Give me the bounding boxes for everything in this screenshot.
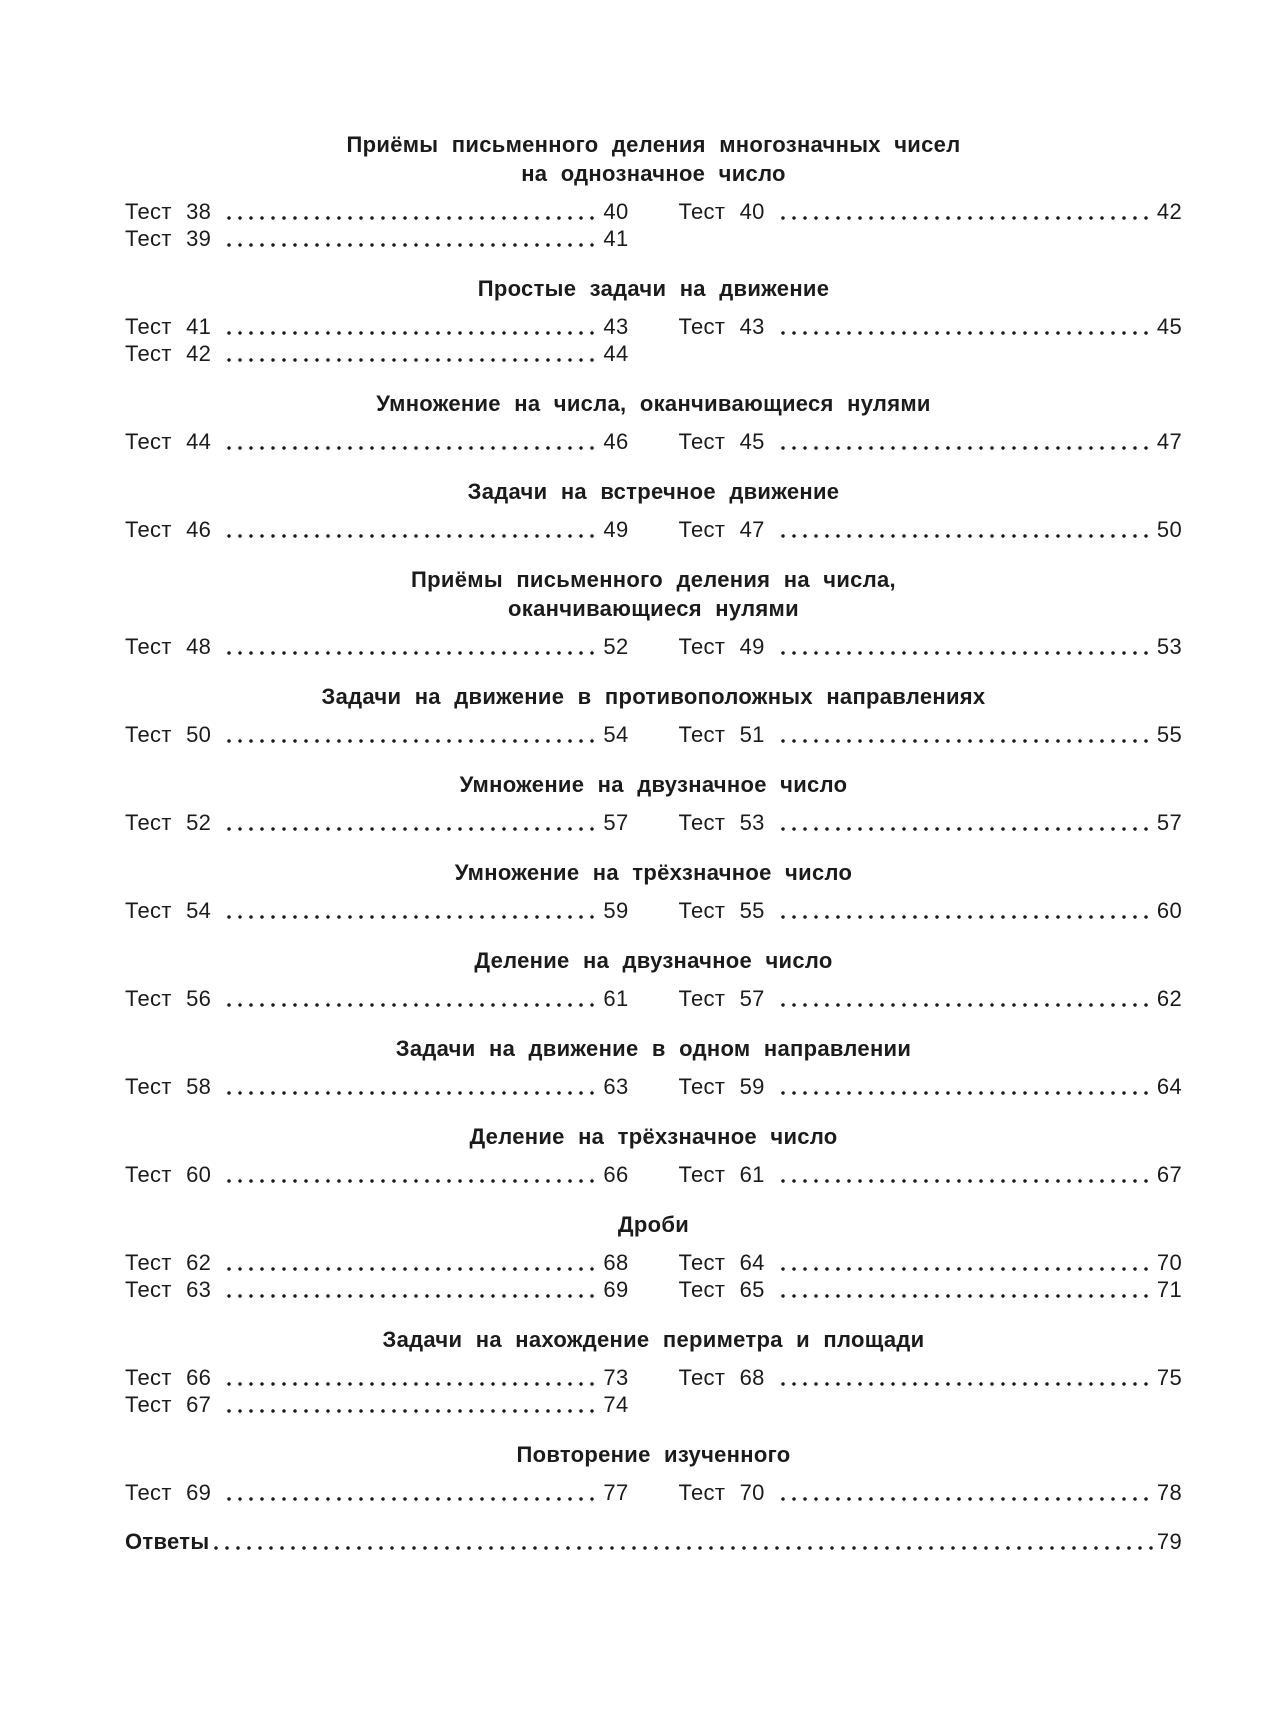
toc-column-right <box>679 1161 1183 1188</box>
toc-entry-label: Тест 50 <box>125 722 212 747</box>
toc-entry <box>679 1364 1183 1391</box>
dot-leader <box>781 633 1155 660</box>
dot-leader <box>227 428 601 455</box>
section-heading <box>125 565 1182 623</box>
dot-leader <box>227 1161 601 1188</box>
toc-entry <box>679 985 1183 1012</box>
toc-entry-page-number: 52 <box>603 634 629 659</box>
section-heading <box>125 770 1182 799</box>
toc-page <box>125 0 1182 1555</box>
toc-column-right <box>679 897 1183 924</box>
toc-column-left <box>125 516 629 543</box>
section-heading <box>125 1325 1182 1354</box>
toc-entry-page-number: 75 <box>1156 1365 1182 1390</box>
toc-column-right <box>679 313 1183 367</box>
section-columns <box>125 1479 1182 1506</box>
toc-entry-page-number: 54 <box>603 722 629 747</box>
toc-entry <box>679 516 1183 543</box>
toc-entry <box>125 428 629 455</box>
toc-entry-page-number: 71 <box>1156 1277 1182 1302</box>
dot-leader <box>227 1364 601 1391</box>
toc-entry-label: Тест 64 <box>678 1250 765 1275</box>
toc-entry-page-number: 64 <box>1156 1074 1182 1099</box>
toc-entry-label: Тест 49 <box>678 634 765 659</box>
toc-entry-label: Тест 69 <box>125 1480 212 1505</box>
toc-entry-label: Тест 47 <box>678 517 765 542</box>
section-heading-line: Приёмы письменного деления на числа, <box>411 567 896 592</box>
section-heading <box>125 477 1182 506</box>
toc-entry-page-number: 45 <box>1156 314 1182 339</box>
dot-leader <box>781 516 1155 543</box>
toc-entry-page-number: 61 <box>603 986 629 1011</box>
toc-column-right <box>679 1249 1183 1303</box>
toc-column-left <box>125 1479 629 1506</box>
toc-entry-page-number: 67 <box>1156 1162 1182 1187</box>
toc-entry-label: Тест 41 <box>125 314 212 339</box>
toc-entry-page-number: 44 <box>603 341 629 366</box>
toc-entry-label: Тест 52 <box>125 810 212 835</box>
toc-entry <box>125 633 629 660</box>
toc-entry <box>679 313 1183 340</box>
toc-entry-label: Тест 62 <box>125 1250 212 1275</box>
dot-leader <box>781 428 1155 455</box>
toc-entry-label: Тест 54 <box>125 898 212 923</box>
dot-leader <box>227 809 601 836</box>
section-heading-line: Задачи на движение в противоположных направлениях <box>321 684 986 709</box>
toc-entry <box>679 633 1183 660</box>
toc-entry-page-number: 50 <box>1156 517 1182 542</box>
section-columns <box>125 313 1182 367</box>
toc-entry-label: Тест 56 <box>125 986 212 1011</box>
toc-column-left <box>125 633 629 660</box>
toc-column-left <box>125 1364 629 1418</box>
toc-entry-page-number: 70 <box>1156 1250 1182 1275</box>
toc-section <box>125 389 1182 455</box>
section-heading-line: Задачи на нахождение периметра и площади <box>382 1327 925 1352</box>
toc-entry-page-number: 57 <box>1156 810 1182 835</box>
toc-entry-page-number: 77 <box>603 1480 629 1505</box>
dot-leader <box>227 340 601 367</box>
toc-column-left <box>125 428 629 455</box>
dot-leader <box>227 313 601 340</box>
toc-column-right <box>679 198 1183 252</box>
toc-column-right <box>679 516 1183 543</box>
section-heading-line: Умножение на трёхзначное число <box>454 860 853 885</box>
toc-column-right <box>679 1073 1183 1100</box>
toc-entry-page-number: 66 <box>603 1162 629 1187</box>
dot-leader <box>781 198 1155 225</box>
toc-entry <box>679 428 1183 455</box>
toc-entry-page-number: 63 <box>603 1074 629 1099</box>
toc-section <box>125 1122 1182 1188</box>
toc-entry-label: Тест 59 <box>678 1074 765 1099</box>
toc-column-left <box>125 897 629 924</box>
toc-entry-page-number: 46 <box>603 429 629 454</box>
answers-entry <box>125 1528 1182 1555</box>
dot-leader <box>227 1073 601 1100</box>
toc-entry-page-number: 68 <box>603 1250 629 1275</box>
dot-leader <box>227 1391 601 1418</box>
section-columns <box>125 198 1182 252</box>
toc-entry <box>125 1479 629 1506</box>
toc-entry <box>679 1479 1183 1506</box>
toc-entry-label: Тест 48 <box>125 634 212 659</box>
toc-section <box>125 1325 1182 1418</box>
answers-page-number: 79 <box>1156 1529 1182 1554</box>
toc-entry <box>679 198 1183 225</box>
section-columns <box>125 721 1182 748</box>
toc-entry <box>679 1161 1183 1188</box>
toc-entry <box>679 721 1183 748</box>
toc-entry <box>125 1276 629 1303</box>
toc-column-left <box>125 985 629 1012</box>
toc-column-right <box>679 428 1183 455</box>
toc-entry-label: Тест 44 <box>125 429 212 454</box>
toc-entry <box>125 1391 629 1418</box>
toc-entry-page-number: 41 <box>603 226 629 251</box>
toc-column-right <box>679 1364 1183 1418</box>
dot-leader <box>781 721 1155 748</box>
dot-leader <box>781 313 1155 340</box>
toc-column-left <box>125 198 629 252</box>
dot-leader <box>781 1364 1155 1391</box>
section-heading-line: Приёмы письменного деления многозначных чисел <box>346 132 961 157</box>
toc-entry-label: Тест 46 <box>125 517 212 542</box>
toc-section <box>125 770 1182 836</box>
toc-column-right <box>679 721 1183 748</box>
answers-label: Ответы <box>125 1529 210 1554</box>
toc-column-left <box>125 1249 629 1303</box>
toc-column-right <box>679 985 1183 1012</box>
toc-section <box>125 1440 1182 1506</box>
dot-leader <box>781 1073 1155 1100</box>
section-columns <box>125 1073 1182 1100</box>
section-columns <box>125 1161 1182 1188</box>
section-columns <box>125 897 1182 924</box>
toc-entry-page-number: 69 <box>603 1277 629 1302</box>
toc-entry <box>125 340 629 367</box>
section-columns <box>125 1249 1182 1303</box>
toc-entry-page-number: 60 <box>1156 898 1182 923</box>
dot-leader <box>227 225 601 252</box>
toc-column-right <box>679 809 1183 836</box>
toc-section <box>125 477 1182 543</box>
dot-leader <box>781 1276 1155 1303</box>
section-heading <box>125 389 1182 418</box>
section-heading-line: на однозначное число <box>521 161 786 186</box>
toc-entry-page-number: 53 <box>1156 634 1182 659</box>
toc-entry <box>679 1073 1183 1100</box>
toc-entry-label: Тест 60 <box>125 1162 212 1187</box>
section-heading <box>125 1034 1182 1063</box>
section-heading-line: Умножение на двузначное число <box>459 772 848 797</box>
toc-entry-label: Тест 38 <box>125 199 212 224</box>
section-columns <box>125 809 1182 836</box>
toc-entry <box>125 225 629 252</box>
toc-entry-page-number: 73 <box>603 1365 629 1390</box>
section-heading <box>125 1210 1182 1239</box>
toc-entry-page-number: 49 <box>603 517 629 542</box>
toc-entry <box>679 1249 1183 1276</box>
toc-entry <box>125 897 629 924</box>
section-heading <box>125 682 1182 711</box>
section-heading <box>125 1122 1182 1151</box>
section-heading-line: Деление на трёхзначное число <box>469 1124 838 1149</box>
section-columns <box>125 428 1182 455</box>
section-heading-line: оканчивающиеся нулями <box>508 596 799 621</box>
dot-leader <box>227 985 601 1012</box>
toc-entry-page-number: 74 <box>603 1392 629 1417</box>
dot-leader <box>781 1479 1155 1506</box>
dot-leader <box>214 1528 1154 1555</box>
section-heading-line: Задачи на встречное движение <box>467 479 840 504</box>
toc-section <box>125 274 1182 367</box>
toc-entry-page-number: 59 <box>603 898 629 923</box>
toc-entry-label: Тест 39 <box>125 226 212 251</box>
dot-leader <box>227 1479 601 1506</box>
section-heading-line: Задачи на движение в одном направлении <box>395 1036 912 1061</box>
toc-entry <box>125 313 629 340</box>
dot-leader <box>781 897 1155 924</box>
toc-entry-label: Тест 68 <box>678 1365 765 1390</box>
toc-section <box>125 858 1182 924</box>
toc-entry-page-number: 62 <box>1156 986 1182 1011</box>
toc-column-left <box>125 1073 629 1100</box>
section-heading <box>125 946 1182 975</box>
toc-entry-label: Тест 67 <box>125 1392 212 1417</box>
toc-entry <box>125 809 629 836</box>
toc-entry <box>125 516 629 543</box>
toc-entry <box>125 1161 629 1188</box>
section-heading <box>125 858 1182 887</box>
toc-column-left <box>125 721 629 748</box>
toc-entry <box>679 897 1183 924</box>
toc-entry-label: Тест 55 <box>678 898 765 923</box>
toc-column-left <box>125 1161 629 1188</box>
dot-leader <box>227 721 601 748</box>
section-heading <box>125 274 1182 303</box>
dot-leader <box>227 1276 601 1303</box>
toc-section <box>125 130 1182 252</box>
dot-leader <box>227 1249 601 1276</box>
section-heading <box>125 130 1182 188</box>
toc-section <box>125 1034 1182 1100</box>
toc-column-right <box>679 633 1183 660</box>
toc-column-left <box>125 809 629 836</box>
toc-entry-label: Тест 61 <box>678 1162 765 1187</box>
toc-entry <box>125 985 629 1012</box>
toc-entry-page-number: 43 <box>603 314 629 339</box>
dot-leader <box>781 985 1155 1012</box>
section-columns <box>125 516 1182 543</box>
section-heading-line: Простые задачи на движение <box>477 276 830 301</box>
toc-entry <box>679 1276 1183 1303</box>
toc-entry-label: Тест 51 <box>678 722 765 747</box>
section-heading <box>125 1440 1182 1469</box>
toc-entry-label: Тест 65 <box>678 1277 765 1302</box>
toc-sections <box>125 130 1182 1506</box>
dot-leader <box>227 516 601 543</box>
section-columns <box>125 1364 1182 1418</box>
toc-entry-page-number: 57 <box>603 810 629 835</box>
toc-section <box>125 946 1182 1012</box>
toc-entry <box>125 721 629 748</box>
toc-entry <box>125 1249 629 1276</box>
dot-leader <box>227 897 601 924</box>
toc-entry <box>125 198 629 225</box>
toc-entry-page-number: 40 <box>603 199 629 224</box>
dot-leader <box>781 809 1155 836</box>
section-heading-line: Умножение на числа, оканчивающиеся нулями <box>376 391 931 416</box>
section-columns <box>125 633 1182 660</box>
toc-entry-label: Тест 42 <box>125 341 212 366</box>
section-heading-line: Повторение изученного <box>516 1442 791 1467</box>
toc-entry-page-number: 47 <box>1156 429 1182 454</box>
toc-entry <box>125 1073 629 1100</box>
toc-entry-page-number: 42 <box>1156 199 1182 224</box>
toc-section <box>125 682 1182 748</box>
toc-entry-label: Тест 53 <box>678 810 765 835</box>
toc-entry-label: Тест 57 <box>678 986 765 1011</box>
toc-entry-page-number: 55 <box>1156 722 1182 747</box>
toc-entry <box>679 809 1183 836</box>
section-heading-line: Деление на двузначное число <box>474 948 833 973</box>
toc-entry-label: Тест 43 <box>678 314 765 339</box>
toc-column-right <box>679 1479 1183 1506</box>
section-columns <box>125 985 1182 1012</box>
section-heading-line: Дроби <box>617 1212 690 1237</box>
toc-entry-page-number: 78 <box>1156 1480 1182 1505</box>
toc-entry-label: Тест 45 <box>678 429 765 454</box>
toc-entry <box>125 1364 629 1391</box>
dot-leader <box>227 633 601 660</box>
dot-leader <box>227 198 601 225</box>
toc-entry-label: Тест 40 <box>678 199 765 224</box>
toc-section <box>125 1210 1182 1303</box>
toc-entry-label: Тест 70 <box>678 1480 765 1505</box>
toc-entry-label: Тест 58 <box>125 1074 212 1099</box>
toc-section <box>125 565 1182 660</box>
dot-leader <box>781 1161 1155 1188</box>
toc-entry-label: Тест 63 <box>125 1277 212 1302</box>
toc-entry-label: Тест 66 <box>125 1365 212 1390</box>
dot-leader <box>781 1249 1155 1276</box>
toc-column-left <box>125 313 629 367</box>
